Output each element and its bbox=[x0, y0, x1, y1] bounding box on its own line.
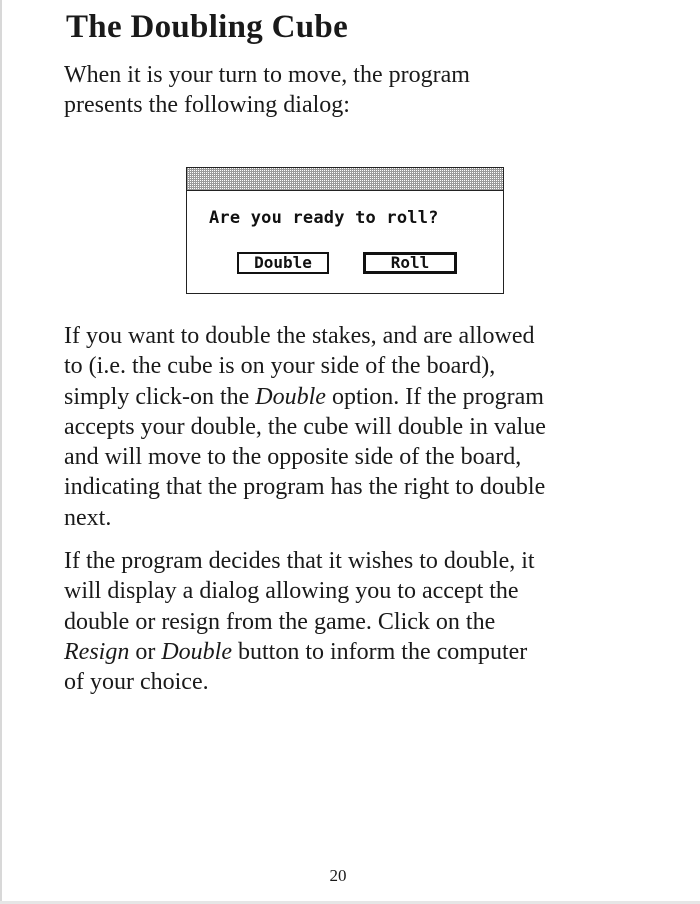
intro-paragraph bbox=[64, 60, 644, 121]
double-button[interactable]: Double bbox=[237, 252, 329, 274]
p3-line-4 bbox=[64, 637, 644, 667]
p2-line-2: to (i.e. the cube is on your side of the board), bbox=[64, 353, 496, 380]
resign-term: Resign bbox=[64, 638, 130, 665]
p3-line-4-end: button to inform the computer bbox=[231, 638, 528, 665]
doubling-paragraph bbox=[64, 321, 644, 533]
roll-dialog bbox=[186, 167, 504, 294]
dialog-prompt: Are you ready to roll? bbox=[209, 208, 439, 228]
intro-line-2: presents the following dialog: bbox=[64, 92, 350, 119]
p2-line-5: and will move to the opposite side of the board, bbox=[64, 444, 522, 471]
p2-line-6: indicating that the program has the right to double bbox=[64, 474, 546, 501]
p2-line-7: next. bbox=[64, 504, 112, 531]
p2-line-3 bbox=[64, 382, 644, 412]
program-double-paragraph bbox=[64, 546, 644, 697]
double-option-term: Double bbox=[255, 383, 326, 410]
double-term: Double bbox=[161, 638, 232, 665]
page-edge bbox=[0, 0, 2, 904]
p3-line-4-or: or bbox=[129, 638, 162, 665]
p2-line-3-start: simply click-on the bbox=[64, 383, 256, 410]
dialog-title-bar bbox=[187, 168, 503, 191]
page-title: The Doubling Cube bbox=[66, 9, 349, 45]
roll-button[interactable]: Roll bbox=[363, 252, 457, 274]
p3-line-1: If the program decides that it wishes to double, it bbox=[64, 548, 535, 574]
p2-line-1: If you want to double the stakes, and are allowed bbox=[64, 323, 535, 349]
page-number: 20 bbox=[329, 866, 347, 885]
p2-line-3-end: option. If the program bbox=[325, 383, 544, 410]
p3-line-3: double or resign from the game. Click on the bbox=[64, 608, 496, 635]
p3-line-2: will display a dialog allowing you to accept the bbox=[64, 578, 519, 605]
p3-line-5: of your choice. bbox=[64, 669, 209, 696]
intro-line-1: When it is your turn to move, the program bbox=[64, 62, 470, 88]
p2-line-4: accepts your double, the cube will double in value bbox=[64, 413, 546, 440]
